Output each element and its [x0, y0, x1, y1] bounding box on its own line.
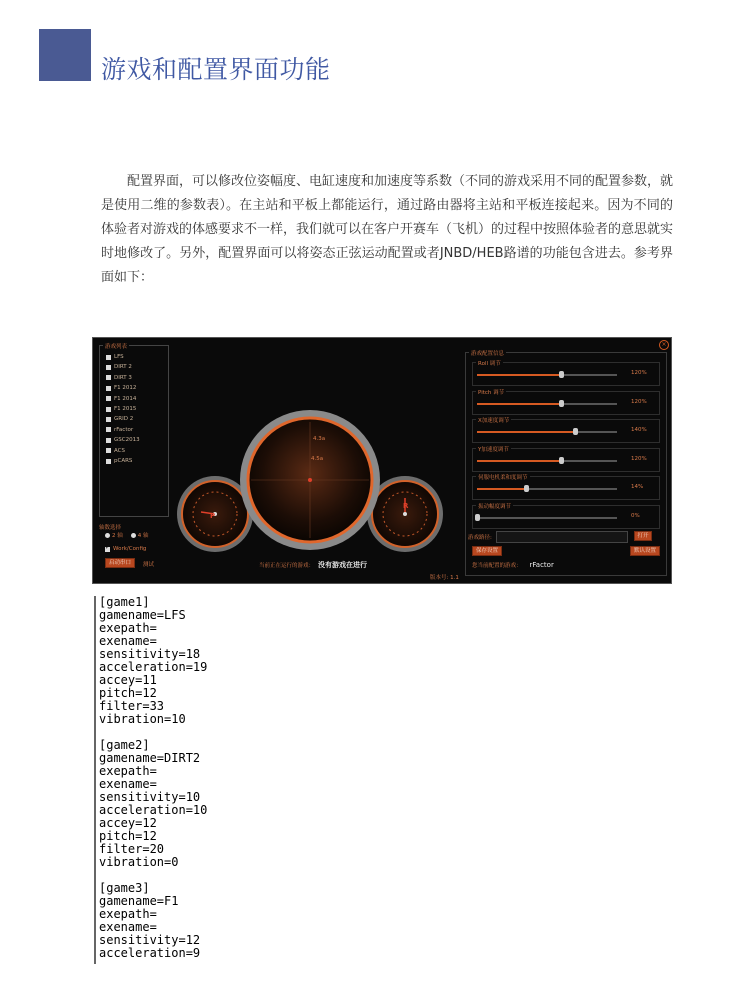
slider-group: [472, 505, 660, 529]
game-path-input[interactable]: [496, 531, 628, 543]
slider-group: [472, 419, 660, 443]
config-line: acceleration=10: [99, 803, 208, 817]
current-config: [472, 561, 554, 569]
game-list-item[interactable]: [106, 353, 124, 361]
slider-fill: [477, 460, 561, 462]
game-list-item[interactable]: [106, 426, 133, 434]
config-line: gamename=F1: [99, 894, 179, 908]
config-line: [game3]: [99, 881, 150, 895]
slider-fill: [477, 431, 575, 433]
config-line: pitch=12: [99, 686, 157, 700]
axis-option-4[interactable]: [131, 531, 149, 539]
game-name: ACS: [114, 447, 125, 454]
config-line: accey=12: [99, 816, 157, 830]
slider-track[interactable]: [477, 460, 617, 462]
game-list-panel: [99, 345, 169, 517]
game-list-item[interactable]: [106, 436, 140, 444]
current-config-value: rFactor: [529, 561, 554, 569]
save-settings-button[interactable]: 保存设置: [472, 546, 502, 556]
slider-value: 14%: [631, 484, 644, 490]
slider-track[interactable]: [477, 431, 617, 433]
game-name: F1 2014: [114, 395, 137, 402]
config-line: exepath=: [99, 764, 157, 778]
config-line: sensitivity=10: [99, 790, 201, 804]
slider-fill: [477, 403, 561, 405]
checkbox-icon: [106, 448, 111, 453]
checkbox-icon: [106, 417, 111, 422]
config-line: filter=33: [99, 699, 165, 713]
checkbox-icon: [106, 365, 111, 370]
config-line: accey=11: [99, 673, 157, 687]
config-line: vibration=0: [99, 855, 179, 869]
open-button[interactable]: 打开: [634, 531, 652, 541]
intro-paragraph: 配置界面，可以修改位姿幅度、电缸速度和加速度等系数（不同的游戏采用不同的配置参数，就是使用二维的参数表）。在主站和平板上都能运行，通过路由器将主站和平板连接起来。因为不同的体验者对游戏的体感要求不一样，我们就可以在客户开赛车（飞机）的过程中按照体验者的意思就实时地修改了。另外，配置界面可以将姿态正弦运动配置或者JNBD/HEB路谱的功能包含进去。参考界面如下：: [101, 174, 674, 285]
slider-knob[interactable]: [475, 514, 480, 521]
game-name: GRID 2: [114, 416, 134, 423]
running-game: [259, 560, 367, 570]
checkbox-icon: [106, 427, 111, 432]
game-name: pCARS: [114, 458, 133, 464]
slider-group: [472, 362, 660, 386]
game-name: LFS: [114, 354, 124, 360]
game-list-item[interactable]: [106, 363, 132, 371]
game-name: DIRT 3: [114, 374, 132, 381]
slider-label: Roll 调节: [478, 361, 501, 367]
checkbox-icon: [106, 396, 111, 401]
slider-label: 伺服电机柔和度调节: [478, 475, 528, 481]
config-line: exename=: [99, 777, 157, 791]
config-line: vibration=10: [99, 712, 186, 726]
config-line: exename=: [99, 920, 157, 934]
config-line: [game2]: [99, 738, 150, 752]
slider-fill: [477, 374, 561, 376]
game-name: F1 2012: [114, 385, 137, 392]
game-list-title: 游戏列表: [105, 344, 128, 350]
start-serial-button[interactable]: 启动串口: [105, 558, 135, 568]
axis-option-4-label: 4 轴: [137, 533, 149, 539]
slider-value: 120%: [631, 398, 647, 405]
game-list-item[interactable]: [106, 395, 136, 403]
config-line: sensitivity=12: [99, 933, 201, 947]
running-game-label: 当前正在运行的游戏：: [259, 563, 315, 569]
current-config-label: 您当前配置的游戏：: [472, 563, 522, 569]
config-line: gamename=DIRT2: [99, 751, 201, 765]
header-accent-block: [39, 29, 91, 81]
axis-title: 轴数选择: [99, 525, 122, 531]
config-line: [game1]: [99, 596, 150, 609]
game-list-item[interactable]: [106, 374, 132, 382]
slider-label: Pitch 调节: [478, 389, 505, 396]
gauge-left-letter: P: [210, 512, 216, 520]
axis-selection: [99, 523, 167, 543]
slider-group: [472, 476, 660, 500]
slider-group: [472, 391, 660, 415]
game-path-label: 游戏路径:: [468, 535, 492, 541]
game-name: GSC2013: [114, 437, 140, 444]
workconfig-checkbox[interactable]: [105, 546, 146, 552]
config-line: exepath=: [99, 621, 157, 635]
game-name: F1 2015: [114, 406, 137, 412]
close-icon[interactable]: ×: [659, 340, 669, 350]
page-title: 游戏和配置界面功能: [101, 55, 331, 84]
slider-track[interactable]: [477, 403, 617, 405]
checkbox-icon: [106, 355, 111, 360]
axis-option-2[interactable]: [105, 531, 123, 539]
game-name: rFactor: [114, 426, 134, 433]
game-list-item[interactable]: [106, 457, 132, 465]
config-line: acceleration=9: [99, 946, 201, 960]
radio-icon: [131, 533, 136, 538]
slider-value: 140%: [631, 427, 647, 433]
checkbox-icon: [106, 375, 111, 380]
config-file-listing: [94, 596, 249, 964]
config-title: 游戏配置信息: [471, 351, 505, 357]
config-app-screenshot: [92, 337, 672, 584]
game-list-item[interactable]: [106, 384, 136, 392]
config-line: acceleration=19: [99, 660, 208, 674]
checkbox-icon: [105, 547, 110, 552]
default-settings-button[interactable]: 默认设置: [630, 546, 660, 556]
config-line: sensitivity=18: [99, 647, 201, 661]
radio-icon: [105, 533, 110, 538]
slider-track[interactable]: [477, 517, 617, 519]
game-list-item[interactable]: [106, 415, 133, 423]
slider-knob[interactable]: [573, 428, 578, 435]
slider-knob[interactable]: [559, 371, 564, 378]
slider-track[interactable]: [477, 374, 617, 376]
slider-fill: [477, 488, 526, 490]
version-label: 版本号: 1.1: [430, 575, 459, 581]
config-line: pitch=12: [99, 829, 157, 843]
config-line: filter=20: [99, 842, 165, 856]
checkbox-icon: [106, 459, 111, 464]
config-line: gamename=LFS: [99, 608, 186, 622]
game-list-item[interactable]: [106, 447, 125, 455]
slider-value: 120%: [631, 370, 647, 376]
gauge-right-letter: R: [403, 502, 409, 510]
game-list-item[interactable]: [106, 405, 136, 413]
slider-label: 振动幅度调节: [478, 503, 512, 510]
intro-text: [101, 170, 673, 290]
slider-value: 120%: [631, 455, 647, 462]
slider-label: Y加速度调节: [478, 446, 509, 453]
config-line: exepath=: [99, 907, 157, 921]
gauge-mid-value: 4.5a: [311, 456, 324, 462]
checkbox-icon: [106, 438, 111, 443]
slider-knob[interactable]: [559, 400, 564, 407]
test-label: 测试: [143, 562, 155, 568]
config-panel: [465, 352, 667, 576]
gauge-top-value: 4.3a: [313, 436, 326, 442]
slider-knob[interactable]: [559, 457, 564, 464]
axis-option-2-label: 2 轴: [112, 533, 123, 539]
config-line: exename=: [99, 634, 157, 648]
running-game-value: 没有游戏在进行: [318, 561, 368, 569]
gauge-cluster: [173, 408, 463, 578]
slider-track[interactable]: [477, 488, 617, 490]
slider-label: X加速度调节: [478, 418, 510, 424]
checkbox-icon: [106, 386, 111, 391]
game-name: DIRT 2: [114, 364, 132, 371]
slider-knob[interactable]: [524, 485, 529, 492]
workconfig-label: Work/Config: [113, 546, 147, 552]
slider-value: 0%: [631, 512, 640, 519]
checkbox-icon: [106, 407, 111, 412]
slider-group: [472, 448, 660, 472]
